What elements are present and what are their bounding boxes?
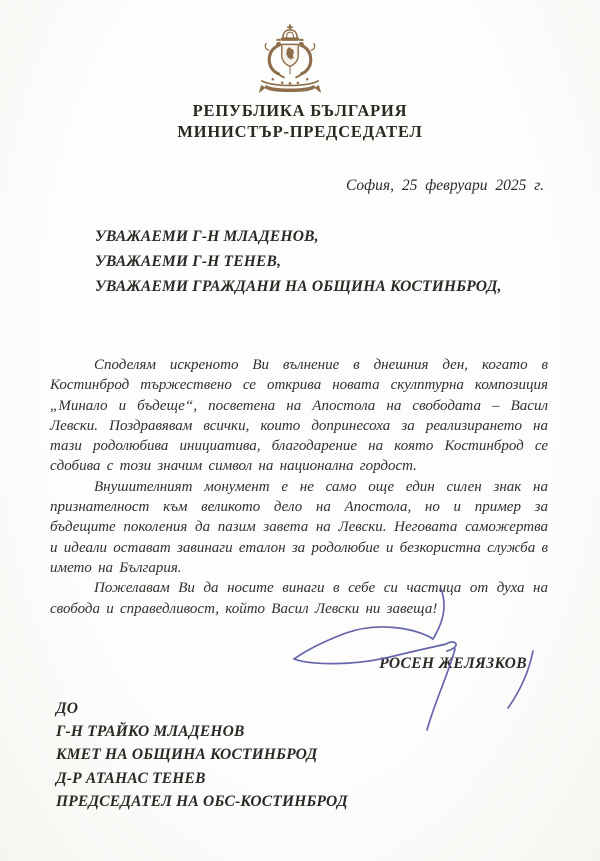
letterhead-office: МИНИСТЪР-ПРЕДСЕДАТЕЛ	[177, 121, 423, 141]
salutation-line-1: УВАЖАЕМИ Г-Н МЛАДЕНОВ,	[95, 228, 319, 245]
body-paragraph-3: Пожелавам Ви да носите винаги в себе си частица от духа на свобода и справедливост, който Васил Левски ни завеща!	[50, 580, 548, 617]
letterhead-country: РЕПУБЛИКА БЪЛГАРИЯ	[192, 101, 408, 120]
recipient-line-2: Г-Н ТРАЙКО МЛАДЕНОВ	[56, 723, 245, 741]
recipient-line-3: КМЕТ НА ОБЩИНА КОСТИНБРОД	[56, 746, 318, 764]
signer-name: РОСЕН ЖЕЛЯЗКОВ	[379, 655, 527, 672]
recipient-line-1: ДО	[56, 700, 79, 717]
salutation-line-3: УВАЖАЕМИ ГРАЖДАНИ НА ОБЩИНА КОСТИНБРОД,	[95, 278, 502, 296]
body-paragraph-2: Внушителният монумент е не само още един силен знак на признателност към великото дело на Апостола, но и пример за бъдещите поколения да пазим завета на Левски. Неговата саможертва и идеали остават завинаги еталон за родолюбие и безкористна служба в името на България.	[50, 478, 548, 576]
salutation-block	[95, 224, 502, 300]
recipient-line-5: ПРЕДСЕДАТЕЛ НА ОБС-КОСТИНБРОД	[56, 792, 348, 810]
dateline: София, 25 февруари 2025 г.	[345, 177, 544, 194]
salutation-line-2: УВАЖАЕМИ Г-Н ТЕНЕВ,	[95, 253, 282, 271]
letter-body	[50, 355, 548, 619]
letterhead	[0, 101, 600, 142]
body-paragraph-1: Споделям искреното Ви вълнение в днешния ден, когато в Костинброд тържествено се открива новата скулптурна композиция „Минало и бъдеще“, посветена на Апостола на свободата – Васил Левски. Поздравявам всички, които допринесоха за реализирането на тази родолюбива инициатива, благодарение на която Костинброд се сдобива с този значим символ на национална гордост.	[50, 357, 548, 475]
recipient-block	[56, 697, 348, 813]
bulgaria-coat-of-arms-icon	[243, 22, 337, 102]
recipient-line-4: Д-Р АТАНАС ТЕНЕВ	[56, 769, 206, 787]
